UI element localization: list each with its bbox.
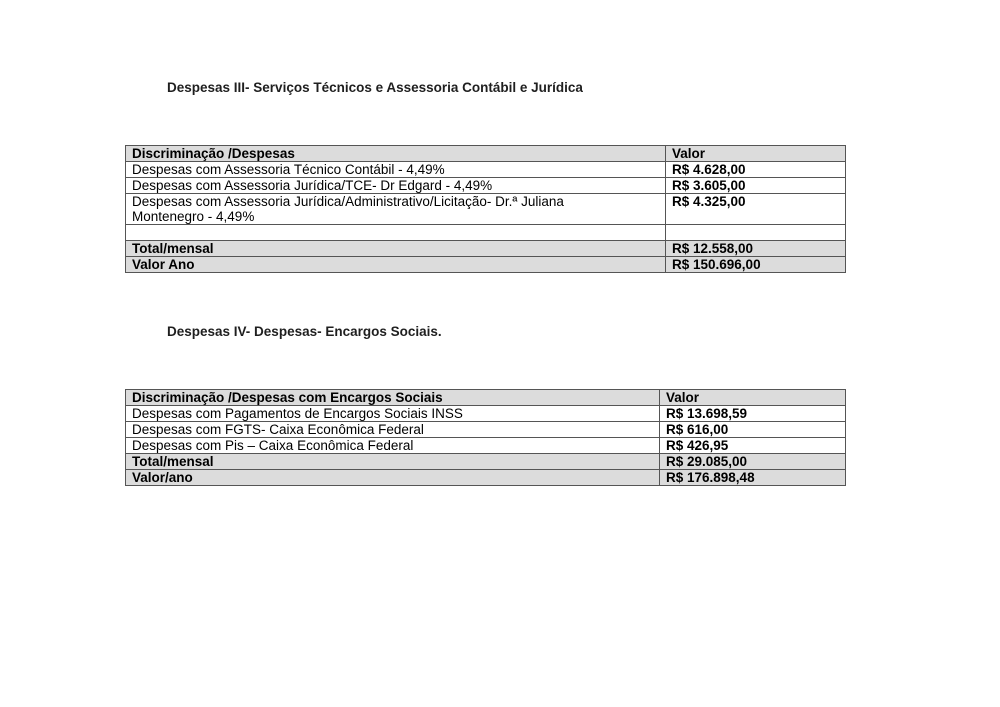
blank-cell <box>126 225 666 241</box>
blank-cell <box>666 225 846 241</box>
row-value: R$ 616,00 <box>660 422 846 438</box>
row-description-line-1: Despesas com Assessoria Jurídica/Administrativo/Licitação- Dr.ª Juliana <box>132 194 564 209</box>
section-3-heading: Despesas III- Serviços Técnicos e Assessoria Contábil e Jurídica <box>167 80 583 95</box>
table-row <box>126 438 846 454</box>
row-description: Despesas com Assessoria Jurídica/TCE- Dr Edgard - 4,49% <box>126 178 666 194</box>
table-header-row <box>126 390 846 406</box>
row-description: Despesas com Assessoria Técnico Contábil - 4,49% <box>126 162 666 178</box>
row-description-line-2: Montenegro - 4,49% <box>132 209 255 224</box>
total-mensal-label: Total/mensal <box>126 241 666 257</box>
total-mensal-value: R$ 12.558,00 <box>666 241 846 257</box>
total-mensal-row <box>126 241 846 257</box>
table-row <box>126 194 846 225</box>
total-mensal-value: R$ 29.085,00 <box>660 454 846 470</box>
header-value: Valor <box>666 146 846 162</box>
valor-ano-value: R$ 176.898,48 <box>660 470 846 486</box>
row-description: Despesas com Pis – Caixa Econômica Federal <box>126 438 660 454</box>
valor-ano-label: Valor/ano <box>126 470 660 486</box>
valor-ano-value: R$ 150.696,00 <box>666 257 846 273</box>
row-value: R$ 3.605,00 <box>666 178 846 194</box>
valor-ano-label: Valor Ano <box>126 257 666 273</box>
table-row <box>126 406 846 422</box>
row-value: R$ 426,95 <box>660 438 846 454</box>
row-value: R$ 13.698,59 <box>660 406 846 422</box>
header-description: Discriminação /Despesas com Encargos Sociais <box>126 390 660 406</box>
table-row <box>126 178 846 194</box>
row-value: R$ 4.628,00 <box>666 162 846 178</box>
table-row <box>126 422 846 438</box>
table-header-row <box>126 146 846 162</box>
expenses-table-section-4 <box>125 389 846 486</box>
valor-ano-row <box>126 470 846 486</box>
row-description <box>126 194 666 225</box>
header-value: Valor <box>660 390 846 406</box>
expenses-table-section-3 <box>125 145 846 273</box>
blank-row <box>126 225 846 241</box>
row-value: R$ 4.325,00 <box>666 194 846 225</box>
table-row <box>126 162 846 178</box>
valor-ano-row <box>126 257 846 273</box>
header-description: Discriminação /Despesas <box>126 146 666 162</box>
total-mensal-row <box>126 454 846 470</box>
section-4-heading: Despesas IV- Despesas- Encargos Sociais. <box>167 324 442 339</box>
row-description: Despesas com Pagamentos de Encargos Sociais INSS <box>126 406 660 422</box>
row-description: Despesas com FGTS- Caixa Econômica Federal <box>126 422 660 438</box>
total-mensal-label: Total/mensal <box>126 454 660 470</box>
